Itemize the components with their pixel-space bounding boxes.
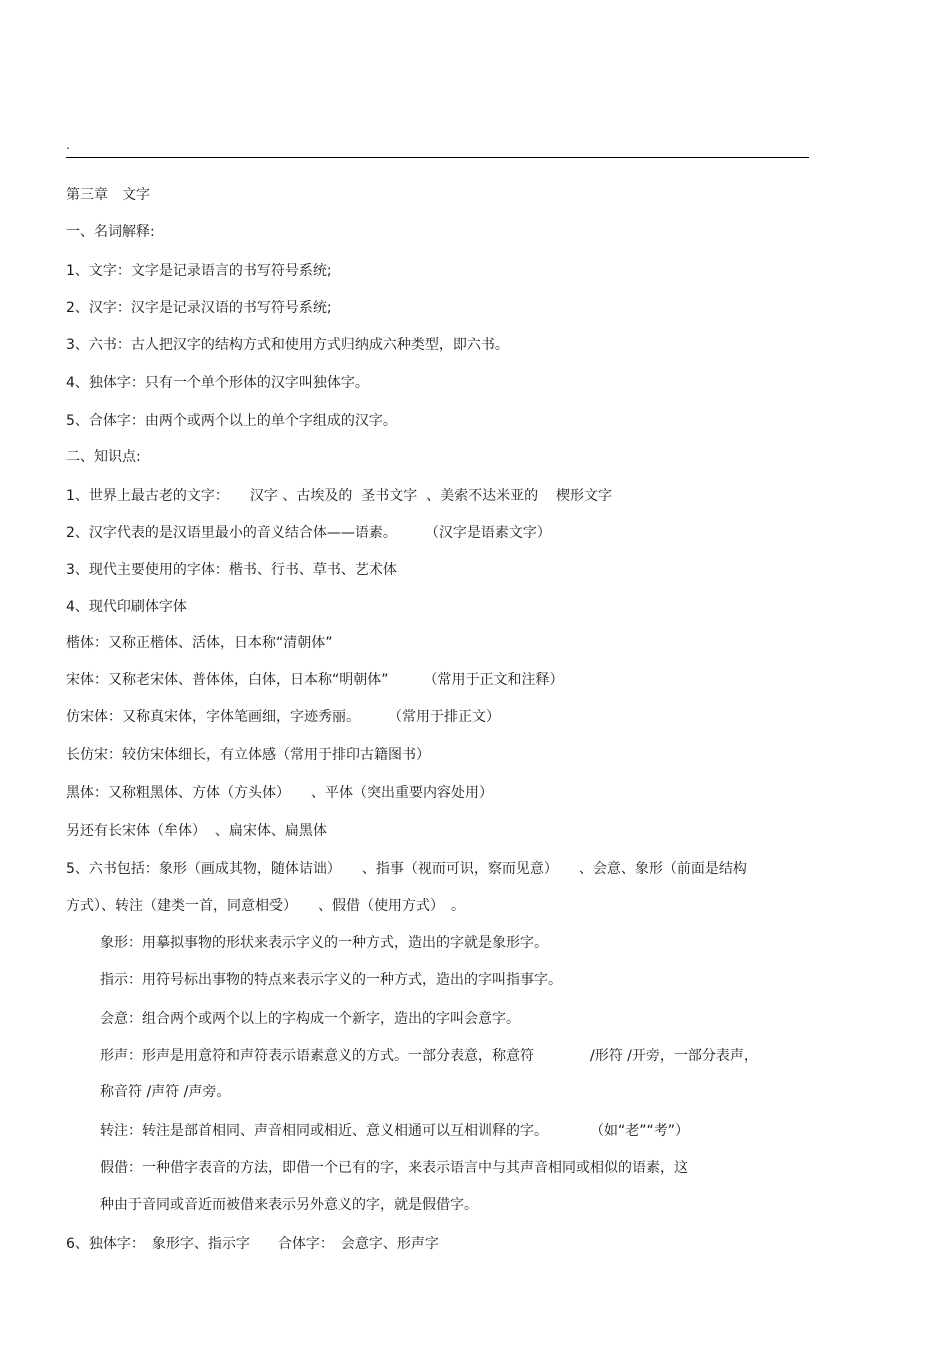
font-hei: 黑体：又称粗黑体、方体（方头体） 、平体（突出重要内容处用） — [66, 785, 493, 801]
section1-heading: 一、名词解释: — [66, 224, 155, 240]
section2-heading: 二、知识点: — [66, 449, 141, 465]
definition-4: 4、独体字：只有一个单个形体的汉字叫独体字。 — [66, 375, 369, 391]
liushu-xiangxing: 象形：用摹拟事物的形状来表示字义的一种方式，造出的字就是象形字。 — [100, 935, 548, 951]
liushu-jiajie-line2: 种由于音同或音近而被借来表示另外意义的字，就是假借字。 — [100, 1197, 478, 1213]
liushu-zhuanzhu: 转注：转注是部首相同、声音相同或相近、意义相通可以互相训释的字。 （如“老”“考”） — [100, 1123, 690, 1139]
liushu-xingsheng-line2: 称音符 /声符 /声旁。 — [100, 1084, 231, 1100]
knowledge-3: 3、现代主要使用的字体：楷书、行书、草书、艺术体 — [66, 562, 397, 578]
knowledge-5-line1: 5、六书包括：象形（画成其物，随体诘诎） 、指事（视而可识，察而见意） 、会意、象形（前面是结构 — [66, 861, 747, 877]
liushu-jiajie-line1: 假借：一种借字表音的方法，即借一个已有的字，来表示语言中与其声音相同或相似的语素，这 — [100, 1160, 688, 1176]
chapter-title: 第三章 文字 — [66, 187, 150, 203]
knowledge-5-line2: 方式）、转注（建类一首，同意相受） 、假借（使用方式） 。 — [66, 898, 465, 914]
knowledge-1: 1、世界上最古老的文字： 汉字 、古埃及的 圣书文字 、美索不达米亚的 楔形文字 — [66, 488, 612, 504]
definition-2: 2、汉字：汉字是记录汉语的书写符号系统; — [66, 300, 332, 316]
font-changfangsong: 长仿宋：较仿宋体细长，有立体感（常用于排印古籍图书） — [66, 747, 430, 763]
font-fangsong: 仿宋体：又称真宋体，字体笔画细，字迹秀丽。 （常用于排正文） — [66, 709, 500, 725]
liushu-huiyi: 会意：组合两个或两个以上的字构成一个新字，造出的字叫会意字。 — [100, 1011, 520, 1027]
font-song: 宋体：又称老宋体、普体体，白体，日本称“明朝体” （常用于正文和注释） — [66, 672, 564, 688]
font-kai: 楷体：又称正楷体、活体，日本称“清朝体” — [66, 635, 333, 651]
liushu-xingsheng-line1: 形声：形声是用意符和声符表示语素意义的方式。一部分表意，称意符 /形符 /开旁，一部分表声， — [100, 1048, 758, 1064]
liushu-zhishi: 指示：用符号标出事物的特点来表示字义的一种方式，造出的字叫指事字。 — [100, 972, 562, 988]
header-dot: . — [66, 138, 70, 152]
knowledge-2: 2、汉字代表的是汉语里最小的音义结合体——语素。 （汉字是语素文字） — [66, 525, 551, 541]
definition-3: 3、六书：古人把汉字的结构方式和使用方式归纳成六种类型，即六书。 — [66, 337, 509, 353]
knowledge-6: 6、独体字： 象形字、指示字 合体字： 会意字、形声字 — [66, 1236, 439, 1252]
definition-1: 1、文字：文字是记录语言的书写符号系统; — [66, 263, 332, 279]
definition-5: 5、合体字：由两个或两个以上的单个字组成的汉字。 — [66, 413, 397, 429]
knowledge-4: 4、现代印刷体字体 — [66, 599, 187, 615]
header-rule — [66, 157, 809, 158]
font-other: 另还有长宋体（牟体） 、扁宋体、扁黑体 — [66, 823, 327, 839]
